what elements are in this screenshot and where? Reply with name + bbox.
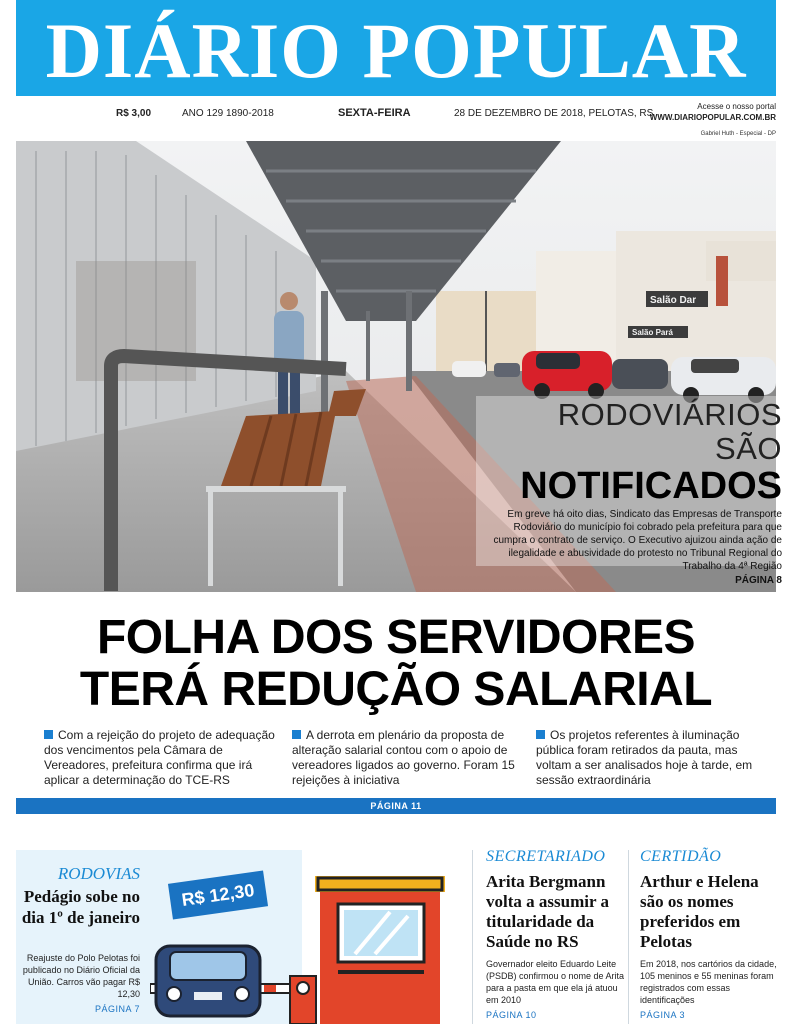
rodovias-page-link[interactable]: PÁGINA 7 [94, 1004, 140, 1014]
main-story-page-link[interactable]: PÁGINA 11 [16, 798, 776, 814]
bullet-text: Com a rejeição do projeto de adequação dos vencimentos pela Câmara de Vereadores, prefeitura confirma que irá aplicar a determinação do TCE-RS [44, 728, 275, 787]
portal-label: Acesse o nosso portal [697, 102, 776, 111]
toll-price-tag: R$ 12,30 [168, 870, 268, 919]
column-divider [472, 850, 473, 1024]
masthead [16, 0, 776, 96]
lead-story-headline[interactable]: NOTIFICADOS [520, 465, 782, 507]
main-story-bullets [44, 728, 764, 790]
bullet-square-icon [536, 730, 545, 739]
portal-info [650, 101, 776, 123]
bullet-square-icon [44, 730, 53, 739]
certidao-kicker: CERTIDÃO [640, 848, 722, 865]
secretariado-page-link[interactable]: PÁGINA 10 [486, 1010, 537, 1020]
portal-url-link[interactable]: WWW.DIARIOPOPULAR.COM.BR [649, 113, 776, 122]
bullet-text: A derrota em plenário da proposta de alteração salarial contou com o apoio de vereadores ligados ao governo. Foram 15 rejeições à iniciativa [292, 728, 515, 787]
store-sign-2: Salão Pará [632, 328, 673, 337]
secretariado-title[interactable]: Arita Bergmann volta a assumir a titularidade da Saúde no RS [486, 872, 609, 951]
photo-credit: Gabriel Huth - Especial - DP [700, 131, 776, 137]
rodovias-title[interactable]: Pedágio sobe no dia 1º de janeiro [21, 887, 140, 927]
main-headline[interactable] [16, 612, 776, 716]
certidao-text: Em 2018, nos cartórios da cidade, 105 meninos e 55 meninas foram registrados com essas identificações [640, 959, 777, 1005]
issue-weekday: SEXTA-FEIRA [338, 107, 411, 119]
issue-date: 28 DE DEZEMBRO DE 2018, PELOTAS, RS [454, 108, 654, 119]
bullet-text: Os projetos referentes à iluminação pública foram retirados da pauta, mas voltam a ser analisados hoje à tarde, em sessão extraordinária [536, 728, 753, 787]
secretariado-story [486, 848, 626, 1020]
issue-price: R$ 3,00 [116, 108, 152, 119]
certidao-page-link[interactable]: PÁGINA 3 [640, 1010, 686, 1020]
lead-story-kicker: RODOVIÁRIOS SÃO [557, 397, 782, 466]
main-headline-line-1: FOLHA DOS SERVIDORES [96, 611, 696, 664]
rodovias-kicker: RODOVIAS [57, 864, 140, 883]
lead-story-text: Em greve há oito dias, Sindicato das Empresas de Transporte Rodoviário do município foi cobrado pela prefeitura para que cumpra o contrato de serviço. O Executivo ajuizou ainda ação de ilegalidade e abusividade do protesto no Tribunal Regional do Trabalho da 4ª Região [493, 509, 782, 572]
issue-year: ANO 129 [182, 108, 224, 119]
bullet-item [292, 728, 524, 788]
founding-span: 1890-2018 [226, 108, 274, 119]
certidao-story [640, 848, 780, 1020]
bullet-item [44, 728, 276, 788]
store-sign-1: Salão Dar [650, 295, 697, 306]
column-divider [628, 850, 629, 1024]
bullet-item [536, 728, 768, 788]
lead-story [482, 398, 782, 586]
newspaper-title: DIÁRIO POPULAR [45, 7, 747, 94]
secretariado-text: Governador eleito Eduardo Leite (PSDB) confirmou o nome de Arita para a pasta em que ela já atuou em 2010 [486, 959, 625, 1005]
secretariado-kicker: SECRETARIADO [486, 848, 606, 865]
main-headline-line-2: TERÁ REDUÇÃO SALARIAL [79, 663, 713, 716]
rodovias-text: Reajuste do Polo Pelotas foi publicado no Diário Oficial da União. Carros vão pagar R$ 12,30 [22, 953, 140, 999]
lead-story-page-link[interactable]: PÁGINA 8 [735, 575, 782, 586]
certidao-title[interactable]: Arthur e Helena são os nomes preferidos em Pelotas [640, 872, 759, 951]
bullet-square-icon [292, 730, 301, 739]
info-bar [16, 100, 776, 130]
